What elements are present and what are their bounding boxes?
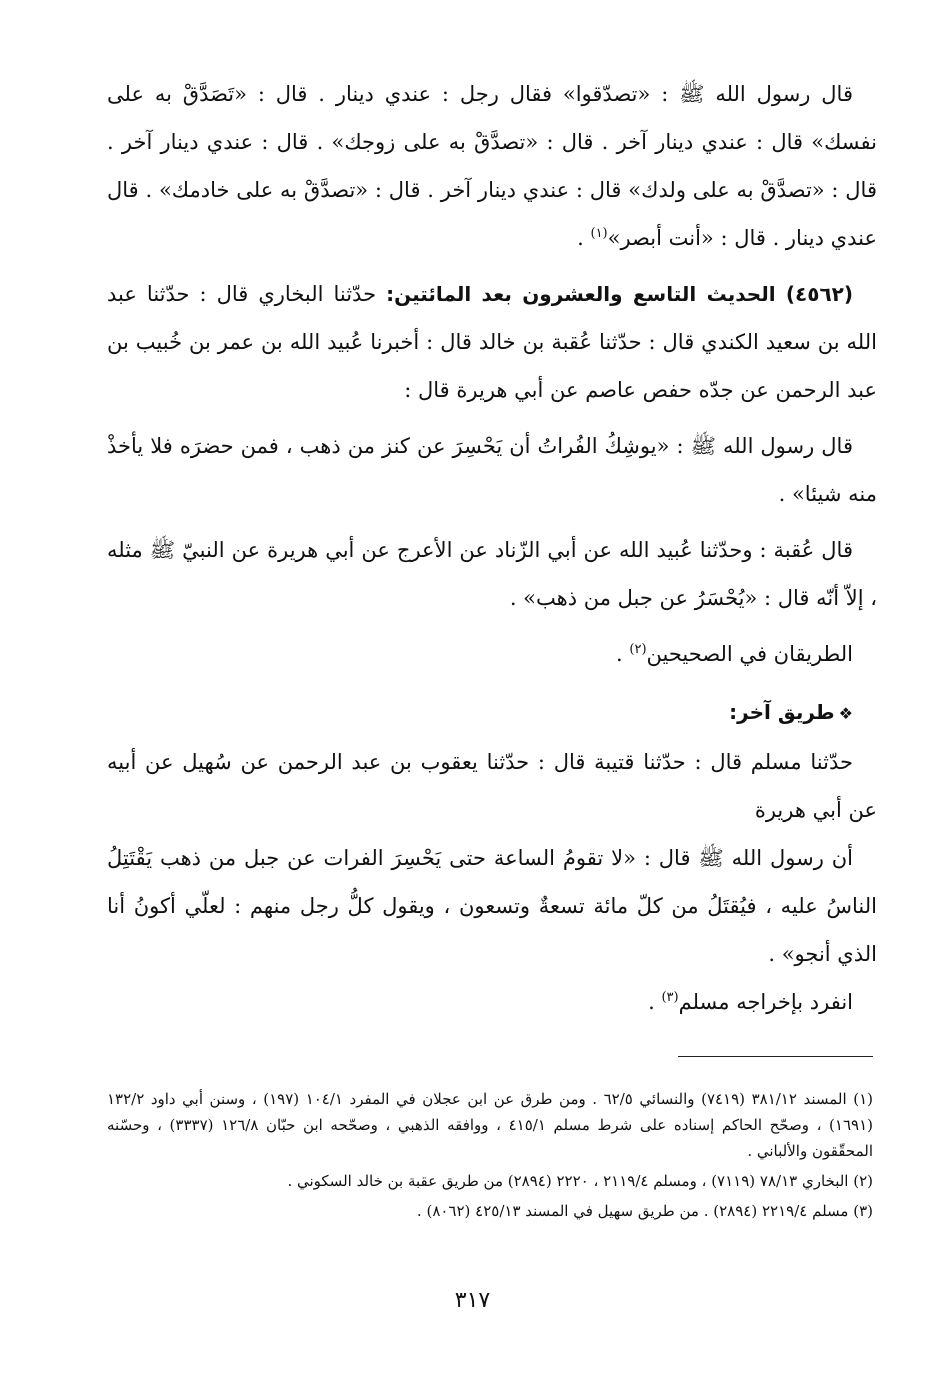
page-number: ٣١٧ (454, 1288, 491, 1313)
footnotes (107, 1086, 873, 1228)
hadith-4562 (107, 270, 877, 414)
paragraph-8-end: . (648, 990, 662, 1014)
paragraph-1-end: . (577, 226, 591, 250)
paragraph-1 (107, 70, 877, 262)
section-heading-text: طريق آخر: (729, 700, 835, 724)
hadith-heading: (٤٥٦٢) الحديث التاسع والعشرون بعد المائتين: (386, 282, 854, 306)
footnote-2: (٢) البخاري ٧٨/١٣ (٧١١٩) ، ومسلم ٢١١٩/٤ ، ٢٢٢٠ (٢٨٩٤) من طريق عقبة بن خالد السكوني . (287, 1172, 873, 1190)
main-text (107, 70, 877, 1026)
hadith-chain: حدّثنا البخاري قال : حدّثنا عبد الله بن سعيد الكندي قال : حدّثنا عُقبة بن خالد قال : أخبرنا عُبيد الله بن عمر بن خُبيب بن عبد الرحمن عن جدّه حفص عاصم عن أبي هريرة قال : (107, 282, 877, 402)
paragraph-5 (107, 630, 877, 678)
paragraph-4: قال عُقبة : وحدّثنا عُبيد الله عن أبي الزّناد عن الأعرج عن أبي هريرة عن النبيّ ﷺ مثله ، إلاّ أنّه قال : «يُحْسَرُ عن جبل من ذهب» . (107, 538, 877, 610)
footnote-1: (١) المسند ٣٨١/١٢ (٧٤١٩) والنسائي ٦٢/٥ . ومن طرق عن ابن عجلان في المفرد ١٠٤/١ (١٩٧) ، وسنن أبي داود ١٣٢/٢ (١٦٩١) ، وصحّح الحاكم إسناده على شرط مسلم ٤١٥/١ ، ووافقه الذهبي ، وصحّحه ابن حبّان ١٢٦/٨ (٣٣٣٧) ، وحسّنه المحقّقون والألباني . (107, 1090, 873, 1160)
paragraph-5-text: الطريقان في الصحيحين (646, 642, 853, 666)
footnote-ref-1: (١) (590, 226, 608, 241)
footnote-ref-3: (٣) (661, 990, 679, 1005)
paragraph-5-end: . (616, 642, 630, 666)
paragraph-3: قال رسول الله ﷺ : «يوشِكُ الفُراتُ أن يَحْسِرَ عن كنز من ذهب ، فمن حضرَه فلا يأخذْ منه شيئا» . (107, 434, 877, 506)
paragraph-8-text: انفرد بإخراجه مسلم (678, 990, 853, 1014)
paragraph-1-text: قال رسول الله ﷺ : «تصدّقوا» فقال رجل : عندي دينار . قال : «تَصَدَّقْ به على نفسك» قال : عندي دينار آخر . قال : «تصدَّقْ به على زوجك» . قال : عندي دينار آخر . قال : «تصدَّقْ به على ولدك» قال : عندي دينار آخر . قال : «تصدَّقْ به على خادمك» . قال عندي دينار . قال : «أنت أبصر» (107, 82, 877, 250)
paragraph-6: حدّثنا مسلم قال : حدّثنا قتيبة قال : حدّثنا يعقوب بن عبد الرحمن عن سُهيل عن أبيه عن أبي هريرة (107, 750, 877, 822)
footnote-divider (678, 1056, 873, 1057)
section-heading (107, 688, 877, 738)
footnote-3: (٣) مسلم ٢٢١٩/٤ (٢٨٩٤) . من طريق سهيل في المسند ٤٢٥/١٣ (٨٠٦٢) . (416, 1202, 873, 1220)
paragraph-7: أن رسول الله ﷺ قال : «لا تقومُ الساعة حتى يَحْسِرَ الفرات عن جبل من ذهب يَقْتَتِلُ الناسُ عليه ، فيُقتَلُ من كلّ مائة تسعةٌ وتسعون ، ويقول كلُّ رجل منهم : لعلّي أكونُ أنا الذي أنجو» . (107, 846, 877, 966)
paragraph-8 (107, 978, 877, 1026)
bullet-icon: ❖ (838, 704, 853, 723)
footnote-ref-2: (٢) (629, 642, 647, 657)
